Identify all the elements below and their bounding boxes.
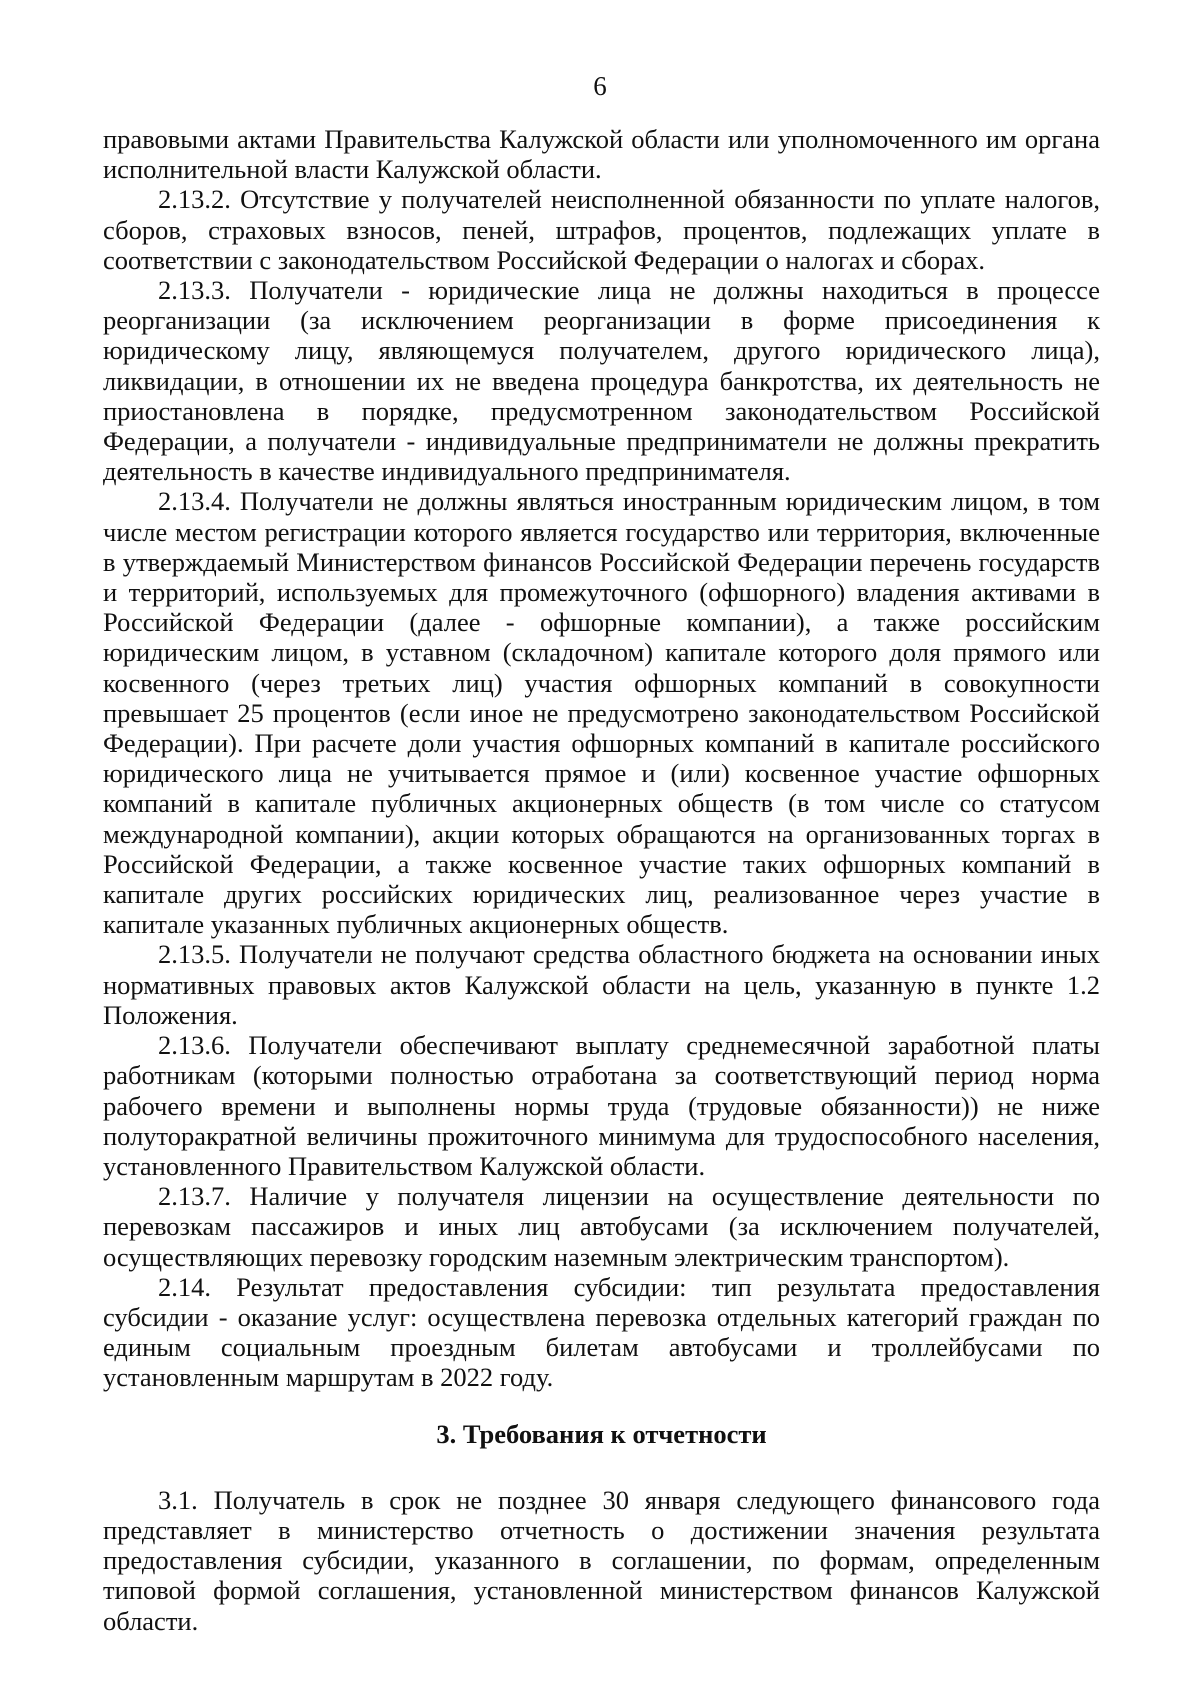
paragraph-2-13-4: 2.13.4. Получатели не должны являться иностранным юридическим лицом, в том числе местом регистрации которого является государство или территория, включенные в утверждаемый Министерством финансов Российской Федерации перечень государств и территорий, используемых для промежуточного (офшорного) владения активами в Российской Федерации (далее - офшорные компании), а также российским юридическим лицом, в уставном (складочном) капитале которого доля прямого или косвенного (через третьих лиц) участия офшорных компаний в совокупности превышает 25 процентов (если иное не предусмотрено законодательством Российской Федерации). При расчете доли участия офшорных компаний в капитале российского юридического лица не учитывается прямое и (или) косвенное участие офшорных компаний в капитале публичных акционерных обществ (в том числе со статусом международной компании), акции которых обращаются на организованных торгах в Российской Федерации, а также косвенное участие таких офшорных компаний в капитале других российских юридических лиц, реализованное через участие в капитале указанных публичных акционерных обществ. [103, 486, 1100, 940]
paragraph-2-14: 2.14. Результат предоставления субсидии: тип результата предоставления субсидии - оказание услуг: осуществлена перевозка отдельных категорий граждан по единым социальным проездным билетам автобусами и троллейбусами по установленным маршрутам в 2022 году. [103, 1271, 1100, 1393]
paragraph-2-13-2: 2.13.2. Отсутствие у получателей неисполненной обязанности по уплате налогов, сборов, страховых взносов, пеней, штрафов, процентов, подлежащих уплате в соответствии с законодательством Российской Федерации о налогах и сборах. [103, 184, 1100, 275]
page-number: 6 [593, 71, 607, 101]
paragraph-2-13-3: 2.13.3. Получатели - юридические лица не должны находиться в процессе реорганизации (за исключением реорганизации в форме присоединения к юридическому лицу, являющемуся получателем, другого юридического лица), ликвидации, в отношении их не введена процедура банкротства, их деятельность не приостановлена в порядке, предусмотренном законодательством Российской Федерации, а получатели - индивидуальные предприниматели не должны прекратить деятельность в качестве индивидуального предпринимателя. [103, 275, 1100, 487]
section-title: 3. Требования к отчетности [436, 1418, 767, 1449]
paragraph-2-13-6: 2.13.6. Получатели обеспечивают выплату среднемесячной заработной платы работникам (которыми полностью отработана за соответствующий период норма рабочего времени и выполнены нормы труда (трудовые обязанности)) не ниже полуторакратной величины прожиточного минимума для трудоспособного населения, установленного Правительством Калужской области. [103, 1030, 1100, 1181]
paragraph-2-13-7: 2.13.7. Наличие у получателя лицензии на осуществление деятельности по перевозкам пассажиров и иных лиц автобусами (за исключением получателей, осуществляющих перевозку городским наземным электрическим транспортом). [103, 1181, 1100, 1272]
paragraph-continuation: правовыми актами Правительства Калужской области или уполномоченного им органа исполнительной власти Калужской области. [103, 124, 1100, 185]
paragraph-3-1: 3.1. Получатель в срок не позднее 30 января следующего финансового года представляет в министерство отчетность о достижении значения результата предоставления субсидии, указанного в соглашении, по формам, определенным типовой формой соглашения, установленной министерством финансов Калужской области. [103, 1484, 1100, 1636]
document-body [103, 124, 1100, 1636]
paragraph-2-13-5: 2.13.5. Получатели не получают средства областного бюджета на основании иных нормативных правовых актов Калужской области на цель, указанную в пункте 1.2 Положения. [103, 939, 1100, 1030]
